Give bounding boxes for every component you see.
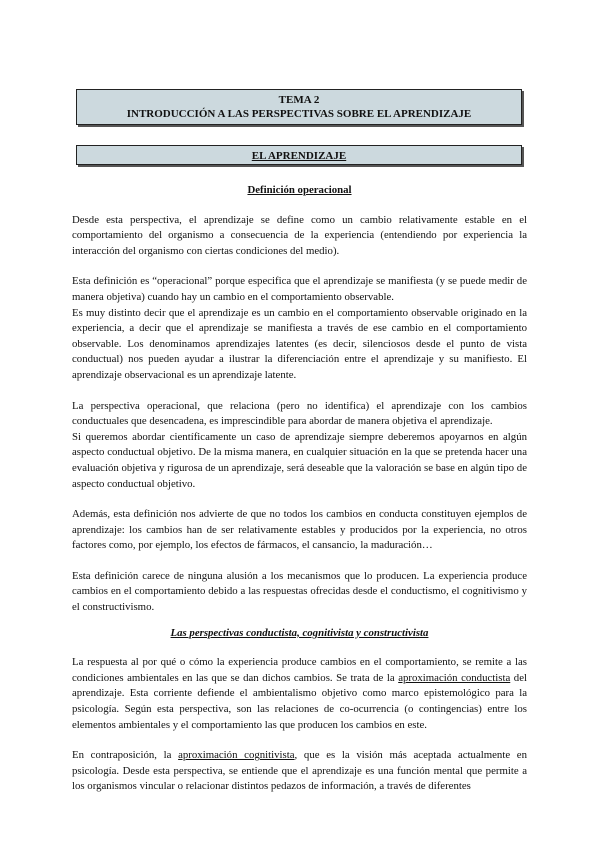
paragraph-2b: Es muy distinto decir que el aprendizaje es un cambio en el comportamiento observable originado en la experiencia, a decir que el aprendizaje se manifiesta a través de ese cambio en el comportamiento observable. Los denominamos aprendizajes latentes (es decir, silenciosos desde el punto de vista conductual) nos pueden ayudar a ilustrar la diferenciación entre el aprendizaje y su manifiesto. El aprendizaje observacional es un aprendizaje latente. bbox=[72, 306, 527, 381]
paragraph-6 bbox=[72, 655, 527, 733]
chapter-title-box bbox=[76, 89, 522, 125]
paragraph-6-post: del aprendizaje. Esta corriente defiende el ambientalismo objetivo como marco epistemológico para la psicología. Según esta perspectiva, son las relaciones de co-ocurrencia (o contingencias) entre los elementos ambientales y el comportamiento las que producen los cambios en este. bbox=[72, 671, 527, 731]
chapter-title: INTRODUCCIÓN A LAS PERSPECTIVAS SOBRE EL APRENDIZAJE bbox=[126, 108, 472, 120]
paragraph-1: Desde esta perspectiva, el aprendizaje se define como un cambio relativamente estable en el comportamiento del organismo a consecuencia de la experiencia (entendiendo por experiencia la interacción del organismo con ciertas condiciones del medio). bbox=[72, 213, 527, 257]
paragraph-6-pre: La respuesta al por qué o cómo la experiencia produce cambios en el comportamiento, se remite a las condiciones ambientales en las que se dan dichos cambios. Se trata de la bbox=[72, 656, 527, 684]
chapter-number: TEMA 2 bbox=[278, 94, 320, 106]
paragraph-7-post: , que es la visión más aceptada actualmente en psicología. Desde esta perspectiva, se entiende que el aprendizaje es una función mental que permite a los organismos vincular o relacionar distintos pedazos de información, a través de diferentes bbox=[72, 749, 527, 793]
paragraph-7-pre: En contraposición, la bbox=[72, 749, 179, 762]
paragraph-3b: Si queremos abordar científicamente un caso de aprendizaje siempre deberemos apoyarnos en algún aspecto conductual objetivo. De la misma manera, en cualquier situación en la que se pretenda hacer una evaluación objetiva y rigurosa de un aprendizaje, será deseable que la valoración se base en algún tipo de aspecto conductual objetivo. bbox=[72, 430, 527, 490]
paragraph-5: Esta definición carece de ninguna alusión a los mecanismos que lo producen. La experiencia produce cambios en el comportamiento debido a las respuestas ofrecidas desde el conductismo, el cognitivismo y el constructivismo. bbox=[72, 569, 527, 614]
subsection-heading-definition: Definición operacional bbox=[247, 184, 352, 196]
paragraph-3a: La perspectiva operacional, que relaciona (pero no identifica) el aprendizaje con los cambios conductuales que desencadena, es imprescindible para abordar de manera objetiva el aprendizaje. bbox=[72, 399, 527, 428]
paragraph-2a: Esta definición es “operacional” porque especifica que el aprendizaje se manifiesta (y se puede medir de manera objetiva) cuando hay un cambio en el comportamiento observable. bbox=[72, 275, 527, 303]
subsection-heading-perspectives: Las perspectivas conductista, cognitivista y constructivista bbox=[170, 626, 429, 639]
document-body bbox=[72, 183, 527, 795]
section-title-box bbox=[76, 145, 522, 165]
term-behaviorist-approach: aproximación conductista bbox=[398, 671, 511, 684]
term-cognitivist-approach: aproximación cognitivista bbox=[178, 749, 295, 762]
paragraph-7 bbox=[72, 748, 527, 795]
section-title: EL APRENDIZAJE bbox=[251, 150, 347, 162]
paragraph-4: Además, esta definición nos advierte de que no todos los cambios en conducta constituyen ejemplos de aprendizaje: los cambios han de ser relativamente estables y producidos por la experiencia, no otros factores como, por ejemplo, los efectos de fármacos, el cansancio, la maduración… bbox=[72, 508, 527, 552]
